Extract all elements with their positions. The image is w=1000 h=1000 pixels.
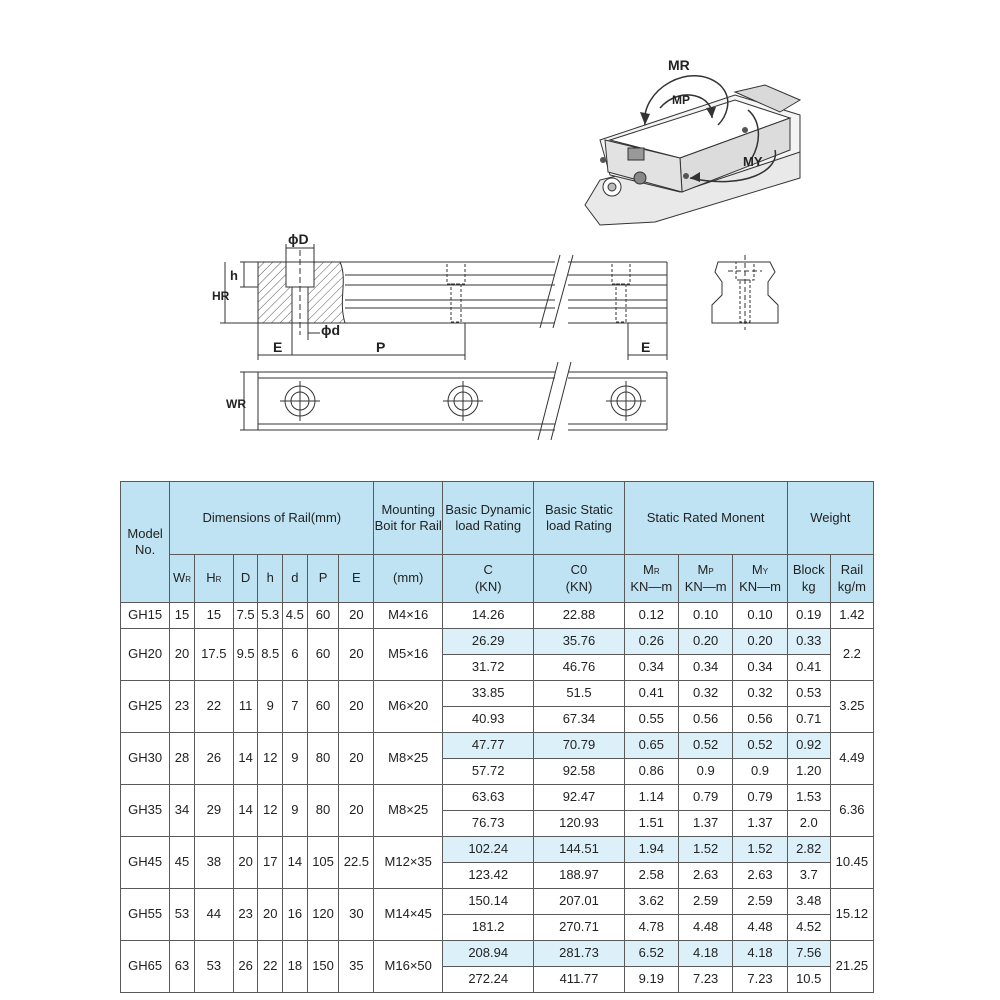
cell-mp: 0.52 [678, 733, 732, 759]
cell-rail: 2.2 [830, 629, 873, 681]
cell-c: 14.26 [443, 603, 534, 629]
rail-side-view [220, 244, 667, 360]
technical-drawings [0, 0, 1000, 470]
cell-c: 40.93 [443, 707, 534, 733]
header-model: Model No. [121, 482, 170, 603]
cell-e: 35 [339, 941, 374, 993]
cell-e: 20 [339, 733, 374, 785]
cell-p: 60 [307, 603, 339, 629]
cell-rail: 3.25 [830, 681, 873, 733]
cell-h: 20 [258, 889, 283, 941]
cell-mr: 0.26 [624, 629, 678, 655]
cell-bolt: M16×50 [374, 941, 443, 993]
cell-hr: 17.5 [194, 629, 233, 681]
header-dynamic: Basic Dynamic load Rating [443, 482, 534, 555]
cell-mr: 6.52 [624, 941, 678, 967]
cell-mr: 0.41 [624, 681, 678, 707]
cell-h: 12 [258, 785, 283, 837]
label-h: h [230, 268, 238, 283]
label-e-left: E [273, 339, 283, 355]
cell-c0: 207.01 [534, 889, 624, 915]
header-dimensions: Dimensions of Rail(mm) [170, 482, 374, 555]
cell-D: 14 [233, 733, 258, 785]
label-mr: MR [668, 57, 690, 73]
cell-c0: 46.76 [534, 655, 624, 681]
cell-hr: 15 [194, 603, 233, 629]
cell-h: 22 [258, 941, 283, 993]
cell-rail: 6.36 [830, 785, 873, 837]
cell-bolt: M14×45 [374, 889, 443, 941]
cell-mp: 2.59 [678, 889, 732, 915]
cell-block: 0.53 [787, 681, 830, 707]
cell-p: 60 [307, 629, 339, 681]
cell-model: GH25 [121, 681, 170, 733]
cell-wr: 53 [170, 889, 195, 941]
cell-h: 8.5 [258, 629, 283, 681]
cell-mr: 0.12 [624, 603, 678, 629]
cell-block: 0.41 [787, 655, 830, 681]
cell-my: 4.48 [733, 915, 787, 941]
cell-D: 11 [233, 681, 258, 733]
label-wr: WR [226, 397, 246, 411]
cell-c0: 70.79 [534, 733, 624, 759]
cell-mr: 9.19 [624, 967, 678, 993]
cell-d: 9 [283, 785, 308, 837]
cell-wr: 20 [170, 629, 195, 681]
cell-rail: 4.49 [830, 733, 873, 785]
cell-d: 16 [283, 889, 308, 941]
cell-block: 10.5 [787, 967, 830, 993]
header-rail: Rail kg/m [830, 555, 873, 603]
cell-my: 0.10 [733, 603, 787, 629]
cell-c0: 188.97 [534, 863, 624, 889]
cell-mp: 0.10 [678, 603, 732, 629]
cell-d: 7 [283, 681, 308, 733]
cell-c0: 67.34 [534, 707, 624, 733]
cell-mr: 1.51 [624, 811, 678, 837]
cell-c: 123.42 [443, 863, 534, 889]
cell-mr: 1.94 [624, 837, 678, 863]
cell-c: 208.94 [443, 941, 534, 967]
header-static: Basic Static load Rating [534, 482, 624, 555]
cell-my: 2.59 [733, 889, 787, 915]
header-my: MY KN—m [733, 555, 787, 603]
cell-model: GH45 [121, 837, 170, 889]
header-h: h [258, 555, 283, 603]
header-mounting: Mounting Boit for Rail [374, 482, 443, 555]
cell-p: 80 [307, 733, 339, 785]
cell-mp: 0.32 [678, 681, 732, 707]
cell-model: GH15 [121, 603, 170, 629]
header-e: E [339, 555, 374, 603]
cell-D: 9.5 [233, 629, 258, 681]
cell-mr: 0.86 [624, 759, 678, 785]
cell-c0: 120.93 [534, 811, 624, 837]
table-row [121, 785, 874, 811]
cell-mp: 2.63 [678, 863, 732, 889]
cell-d: 6 [283, 629, 308, 681]
header-hr: HR [194, 555, 233, 603]
cell-bolt: M5×16 [374, 629, 443, 681]
label-phi-d: ϕd [321, 322, 341, 338]
cell-wr: 23 [170, 681, 195, 733]
cell-c: 102.24 [443, 837, 534, 863]
header-p: P [307, 555, 339, 603]
header-c: C (KN) [443, 555, 534, 603]
cell-model: GH20 [121, 629, 170, 681]
cell-h: 9 [258, 681, 283, 733]
cell-e: 20 [339, 603, 374, 629]
cell-block: 0.71 [787, 707, 830, 733]
cell-h: 17 [258, 837, 283, 889]
table-row [121, 837, 874, 863]
cell-block: 3.48 [787, 889, 830, 915]
header-moment: Static Rated Monent [624, 482, 787, 555]
cell-D: 20 [233, 837, 258, 889]
cell-my: 2.63 [733, 863, 787, 889]
cell-mp: 4.48 [678, 915, 732, 941]
cell-model: GH55 [121, 889, 170, 941]
cell-bolt: M8×25 [374, 733, 443, 785]
cell-p: 60 [307, 681, 339, 733]
cell-my: 0.20 [733, 629, 787, 655]
linear-guide-block-illustration [585, 57, 800, 225]
cell-mp: 1.37 [678, 811, 732, 837]
cell-d: 18 [283, 941, 308, 993]
table-row [121, 681, 874, 707]
cell-mr: 3.62 [624, 889, 678, 915]
cell-p: 150 [307, 941, 339, 993]
cell-block: 4.52 [787, 915, 830, 941]
cell-my: 0.52 [733, 733, 787, 759]
header-d: d [283, 555, 308, 603]
label-phi-D: ϕD [288, 231, 309, 247]
cell-model: GH35 [121, 785, 170, 837]
header-weight: Weight [787, 482, 873, 555]
cell-h: 12 [258, 733, 283, 785]
cell-c0: 92.58 [534, 759, 624, 785]
cell-block: 7.56 [787, 941, 830, 967]
table-row [121, 889, 874, 915]
cell-c0: 270.71 [534, 915, 624, 941]
cell-c: 31.72 [443, 655, 534, 681]
label-mp: MP [672, 93, 690, 107]
cell-mr: 0.34 [624, 655, 678, 681]
table-row [121, 603, 874, 629]
cell-my: 0.79 [733, 785, 787, 811]
cell-bolt: M6×20 [374, 681, 443, 733]
cell-wr: 45 [170, 837, 195, 889]
cell-my: 0.32 [733, 681, 787, 707]
cell-D: 14 [233, 785, 258, 837]
cell-hr: 38 [194, 837, 233, 889]
cell-e: 20 [339, 629, 374, 681]
cell-h: 5.3 [258, 603, 283, 629]
cell-my: 0.56 [733, 707, 787, 733]
cell-d: 9 [283, 733, 308, 785]
header-block: Block kg [787, 555, 830, 603]
cell-hr: 22 [194, 681, 233, 733]
rail-cross-section [712, 255, 778, 330]
table-row [121, 629, 874, 655]
cell-c: 63.63 [443, 785, 534, 811]
cell-c0: 144.51 [534, 837, 624, 863]
header-d-cap: D [233, 555, 258, 603]
header-mr: MR KN—m [624, 555, 678, 603]
cell-c: 150.14 [443, 889, 534, 915]
cell-e: 20 [339, 681, 374, 733]
cell-model: GH30 [121, 733, 170, 785]
cell-e: 20 [339, 785, 374, 837]
cell-block: 0.19 [787, 603, 830, 629]
cell-my: 1.37 [733, 811, 787, 837]
cell-c: 47.77 [443, 733, 534, 759]
header-mp: MP KN—m [678, 555, 732, 603]
cell-c0: 92.47 [534, 785, 624, 811]
cell-wr: 28 [170, 733, 195, 785]
cell-rail: 1.42 [830, 603, 873, 629]
cell-mp: 0.79 [678, 785, 732, 811]
cell-rail: 15.12 [830, 889, 873, 941]
cell-block: 2.82 [787, 837, 830, 863]
cell-c0: 411.77 [534, 967, 624, 993]
cell-mp: 0.56 [678, 707, 732, 733]
cell-mr: 0.65 [624, 733, 678, 759]
table-row [121, 941, 874, 967]
spec-table-body [121, 603, 874, 993]
cell-my: 4.18 [733, 941, 787, 967]
cell-mr: 4.78 [624, 915, 678, 941]
label-my: MY [743, 154, 763, 169]
cell-wr: 15 [170, 603, 195, 629]
cell-mr: 2.58 [624, 863, 678, 889]
cell-c0: 22.88 [534, 603, 624, 629]
cell-c: 272.24 [443, 967, 534, 993]
cell-hr: 44 [194, 889, 233, 941]
cell-mr: 1.14 [624, 785, 678, 811]
cell-c: 76.73 [443, 811, 534, 837]
cell-model: GH65 [121, 941, 170, 993]
cell-p: 120 [307, 889, 339, 941]
spec-table [120, 481, 874, 993]
cell-mp: 1.52 [678, 837, 732, 863]
cell-mp: 0.20 [678, 629, 732, 655]
cell-block: 1.20 [787, 759, 830, 785]
cell-bolt: M4×16 [374, 603, 443, 629]
cell-d: 4.5 [283, 603, 308, 629]
cell-e: 22.5 [339, 837, 374, 889]
cell-mr: 0.55 [624, 707, 678, 733]
cell-D: 7.5 [233, 603, 258, 629]
cell-bolt: M8×25 [374, 785, 443, 837]
cell-block: 3.7 [787, 863, 830, 889]
cell-hr: 26 [194, 733, 233, 785]
cell-mp: 0.9 [678, 759, 732, 785]
label-hr: HR [212, 289, 230, 303]
cell-c0: 51.5 [534, 681, 624, 707]
cell-my: 0.9 [733, 759, 787, 785]
cell-wr: 34 [170, 785, 195, 837]
cell-mp: 7.23 [678, 967, 732, 993]
cell-D: 26 [233, 941, 258, 993]
cell-mp: 0.34 [678, 655, 732, 681]
cell-p: 105 [307, 837, 339, 889]
header-wr: WR [170, 555, 195, 603]
cell-c: 33.85 [443, 681, 534, 707]
cell-mp: 4.18 [678, 941, 732, 967]
cell-block: 0.92 [787, 733, 830, 759]
cell-e: 30 [339, 889, 374, 941]
cell-wr: 63 [170, 941, 195, 993]
header-c0: C0 (KN) [534, 555, 624, 603]
cell-bolt: M12×35 [374, 837, 443, 889]
cell-block: 2.0 [787, 811, 830, 837]
cell-my: 1.52 [733, 837, 787, 863]
cell-hr: 53 [194, 941, 233, 993]
label-p: P [376, 339, 386, 355]
cell-d: 14 [283, 837, 308, 889]
rail-top-view [240, 362, 667, 440]
cell-my: 7.23 [733, 967, 787, 993]
label-e-right: E [641, 339, 651, 355]
cell-rail: 10.45 [830, 837, 873, 889]
cell-D: 23 [233, 889, 258, 941]
cell-c: 181.2 [443, 915, 534, 941]
cell-block: 0.33 [787, 629, 830, 655]
cell-c: 57.72 [443, 759, 534, 785]
cell-hr: 29 [194, 785, 233, 837]
cell-rail: 21.25 [830, 941, 873, 993]
cell-p: 80 [307, 785, 339, 837]
cell-my: 0.34 [733, 655, 787, 681]
header-mm: (mm) [374, 555, 443, 603]
cell-c0: 35.76 [534, 629, 624, 655]
cell-c: 26.29 [443, 629, 534, 655]
cell-c0: 281.73 [534, 941, 624, 967]
cell-block: 1.53 [787, 785, 830, 811]
table-row [121, 733, 874, 759]
